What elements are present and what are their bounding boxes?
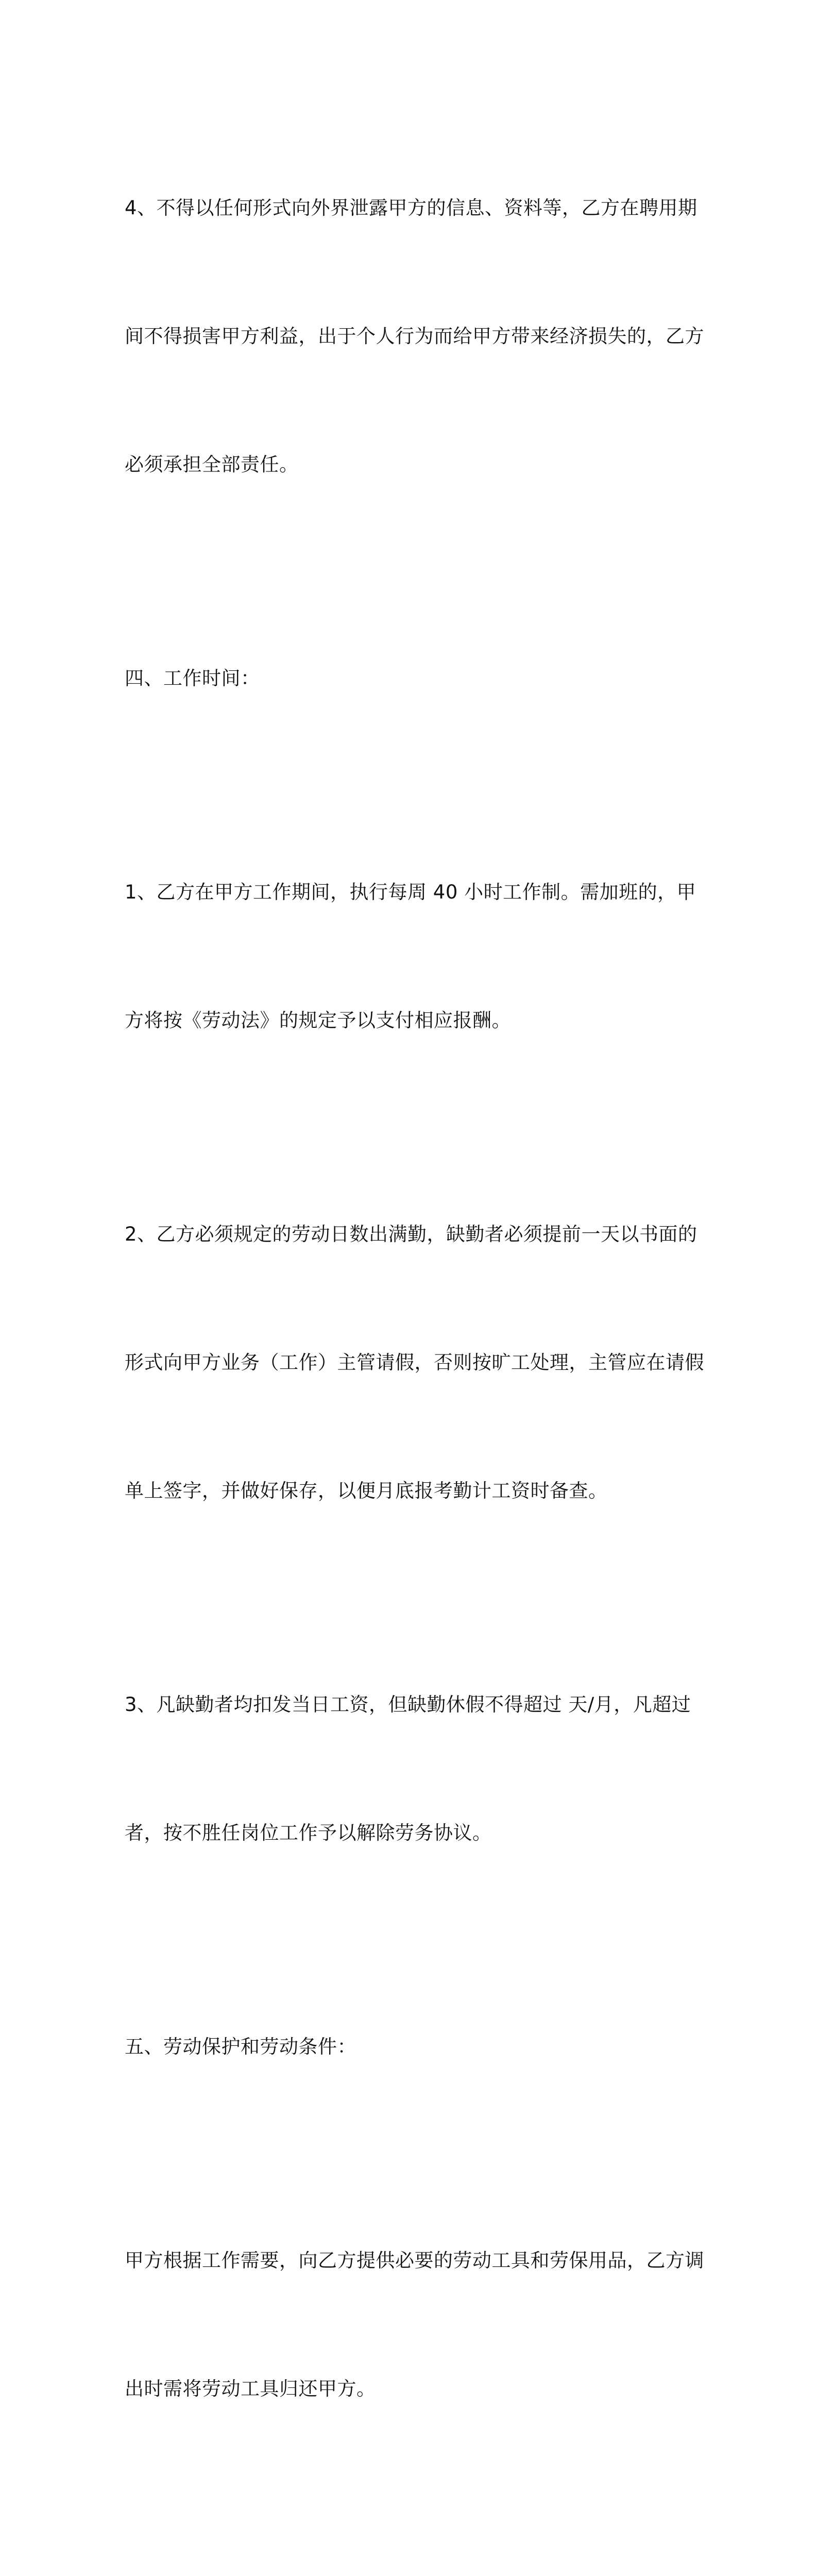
clause-working-hours-3 <box>125 1598 702 1940</box>
section-heading-labor-protection <box>125 1940 702 2154</box>
section-heading-working-hours <box>125 571 702 785</box>
text-line: 方将按《劳动法》的规定予以支付相应报酬。 <box>125 1009 511 1031</box>
clause-working-hours-1 <box>125 785 702 1127</box>
text-line: 必须承担全部责任。 <box>125 453 299 476</box>
text-line: 4、不得以任何形式向外界泄露甲方的信息、资料等，乙方在聘用期 <box>125 197 697 219</box>
text-line: 3、凡缺勤者均扣发当日工资，但缺勤休假不得超过 天/月，凡超过 <box>125 1693 691 1716</box>
clause-4-confidentiality <box>125 101 702 571</box>
section-heading-remuneration <box>125 2496 702 2576</box>
text-line: 五、劳动保护和劳动条件： <box>125 2036 356 2058</box>
clause-working-hours-2 <box>125 1127 702 1598</box>
text-line: 出时需将劳动工具归还甲方。 <box>125 2378 376 2400</box>
text-line: 间不得损害甲方利益，出于个人行为而给甲方带来经济损失的，乙方 <box>125 325 704 347</box>
document-body <box>125 101 702 2576</box>
text-line: 2、乙方必须规定的劳动日数出满勤，缺勤者必须提前一天以书面的 <box>125 1223 697 1245</box>
text-line: 形式向甲方业务（工作）主管请假，否则按旷工处理，主管应在请假 <box>125 1351 704 1374</box>
text-line: 1、乙方在甲方工作期间，执行每周 40 小时工作制。需加班的，甲 <box>125 881 696 903</box>
text-line: 者，按不胜任岗位工作予以解除劳务协议。 <box>125 1822 492 1844</box>
text-line: 四、工作时间： <box>125 667 260 689</box>
text-line: 单上签字，并做好保存，以便月底报考勤计工资时备查。 <box>125 1480 608 1502</box>
text-line: 甲方根据工作需要，向乙方提供必要的劳动工具和劳保用品，乙方调 <box>125 2249 704 2272</box>
clause-labor-protection <box>125 2154 702 2496</box>
